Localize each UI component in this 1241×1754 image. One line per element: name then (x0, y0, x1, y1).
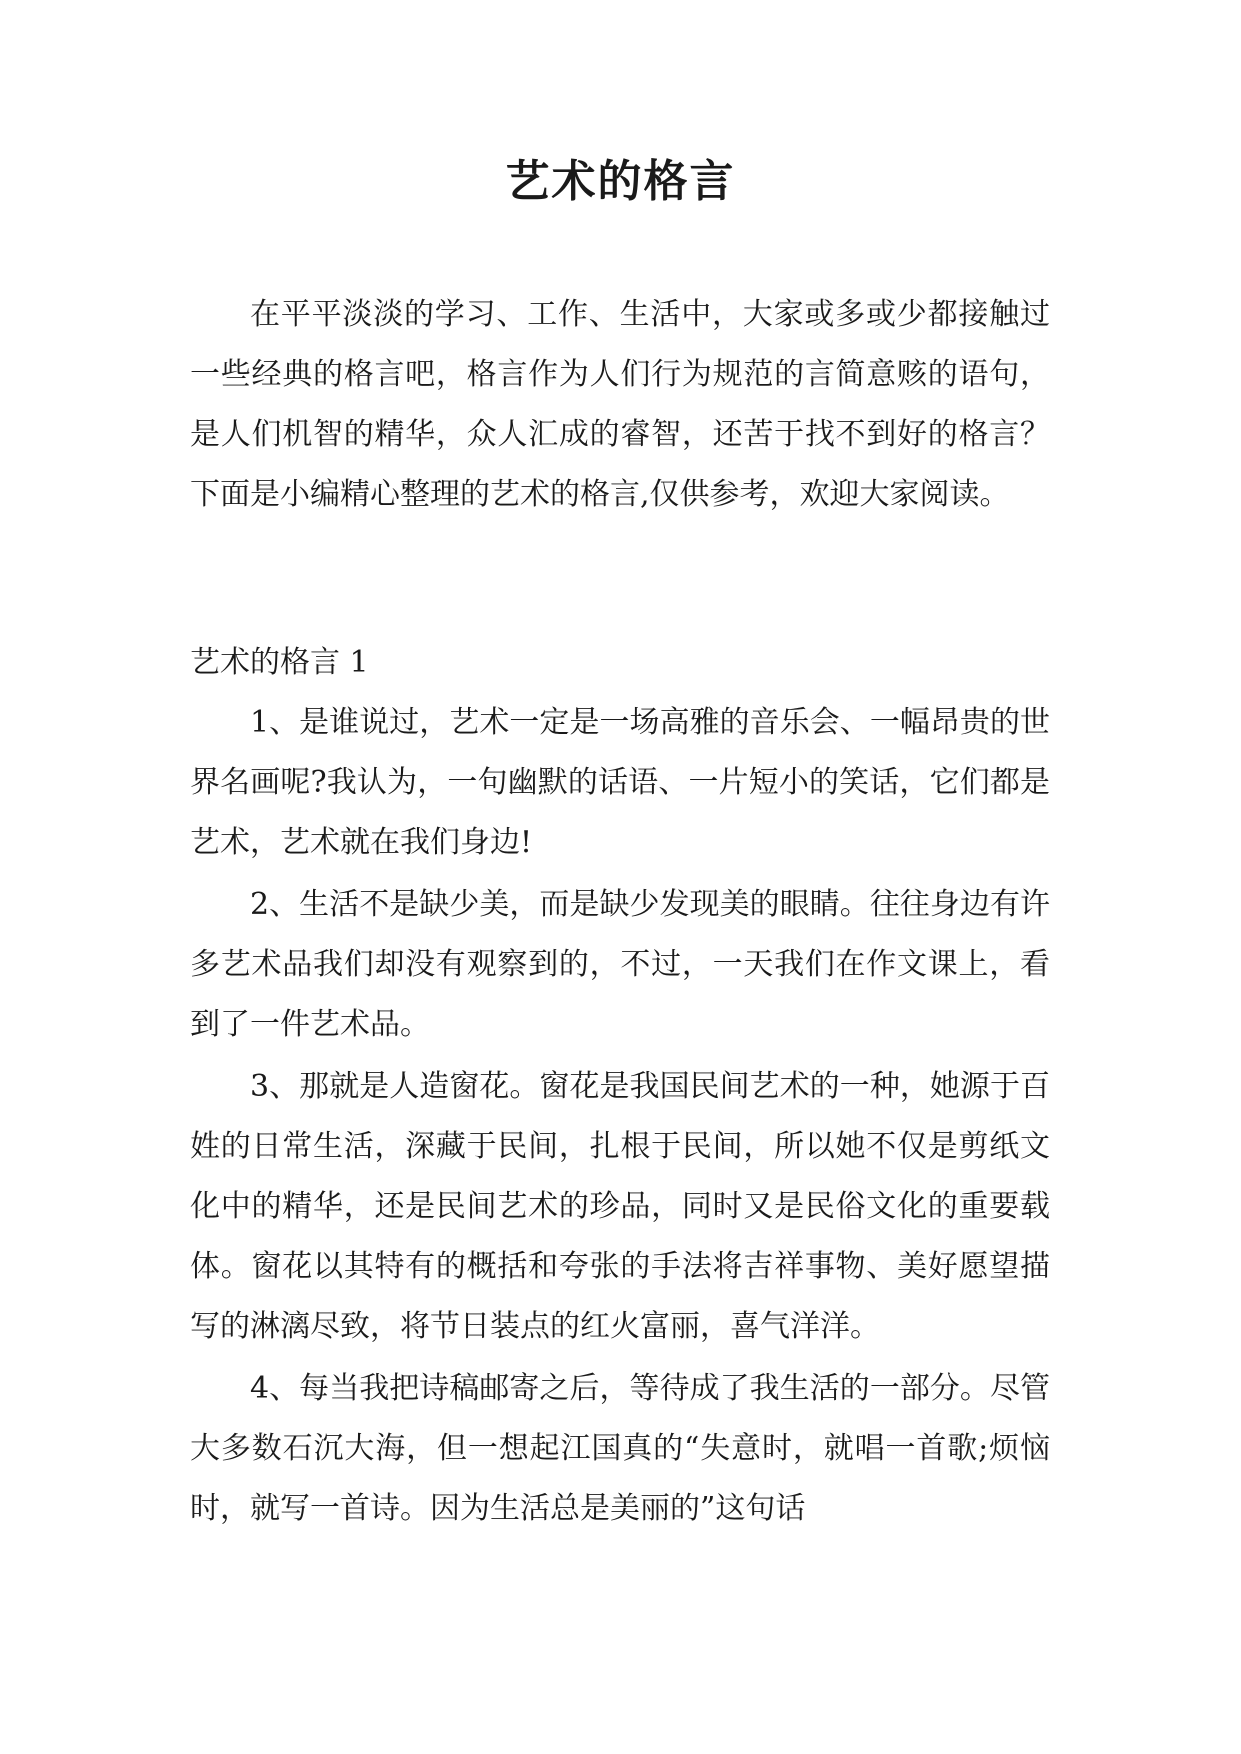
quote-item-4: 4、每当我把诗稿邮寄之后，等待成了我生活的一部分。尽管大多数石沉大海，但一想起江国真的“失意时，就唱一首歌;烦恼时，就写一首诗。因为生活总是美丽的”这句话 (190, 1371, 1050, 1526)
intro-block (190, 285, 1050, 525)
intro-paragraph: 在平平淡淡的学习、工作、生活中，大家或多或少都接触过一些经典的格言吧，格言作为人们行为规范的言简意赅的语句，是人们机智的精华，众人汇成的睿智，还苦于找不到好的格言？下面是小编精心整理的艺术的格言,仅供参考，欢迎大家阅读。 (190, 297, 1050, 512)
quote-item-3: 3、那就是人造窗花。窗花是我国民间艺术的一种，她源于百姓的日常生活，深藏于民间，扎根于民间，所以她不仅是剪纸文化中的精华，还是民间艺术的珍品，同时又是民俗文化的重要载体。窗花以其特有的概括和夸张的手法将吉祥事物、美好愿望描写的淋漓尽致，将节日装点的红火富丽，喜气洋洋。 (190, 1069, 1050, 1344)
quote-list (190, 693, 1050, 1541)
quote-item-2: 2、生活不是缺少美，而是缺少发现美的眼睛。往往身边有许多艺术品我们却没有观察到的，不过，一天我们在作文课上，看到了一件艺术品。 (190, 887, 1050, 1042)
quote-item-1: 1、是谁说过，艺术一定是一场高雅的音乐会、一幅昂贵的世界名画呢?我认为，一句幽默的话语、一片短小的笑话，它们都是艺术，艺术就在我们身边! (190, 705, 1050, 860)
document-title: 艺术的格言 (505, 156, 736, 207)
section-heading: 艺术的格言 1 (190, 645, 369, 680)
